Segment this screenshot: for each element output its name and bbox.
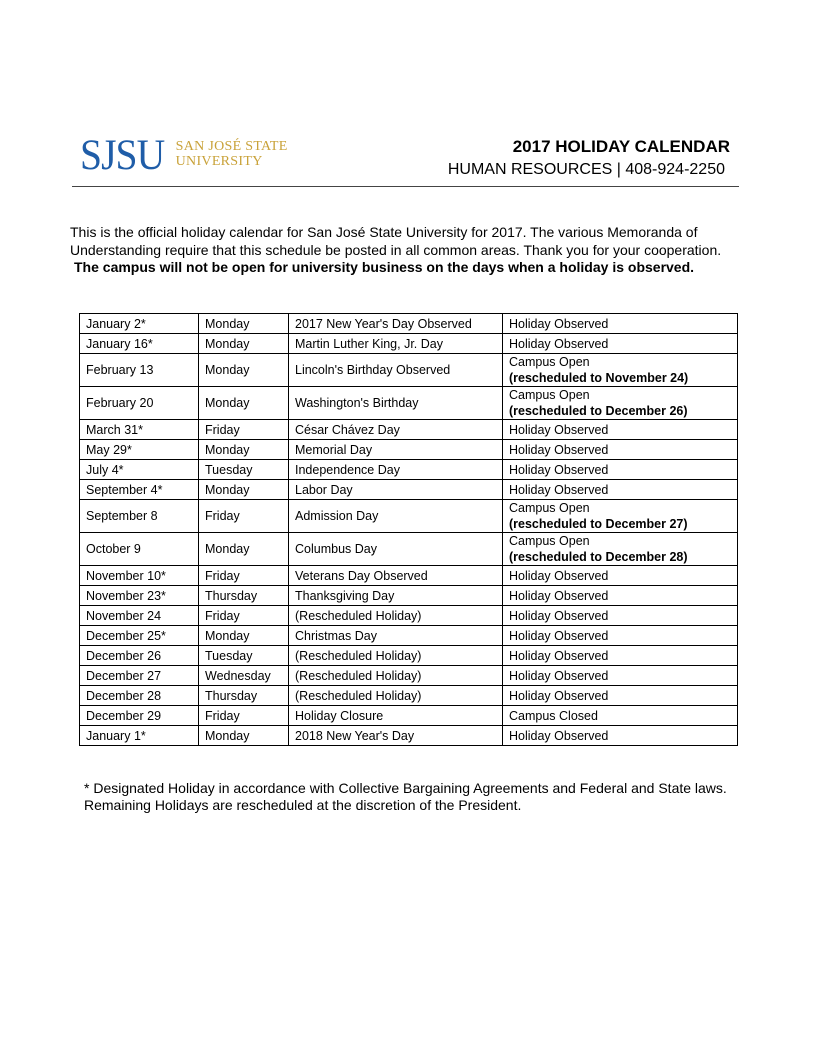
weekday-cell-text: Monday [205, 628, 250, 643]
intro-paragraph: This is the official holiday calendar for San José State University for 2017. The various Memoranda of Understanding require that this schedule be posted in all common areas. Thank you for your cooperation. [70, 224, 722, 258]
date-cell [80, 586, 199, 606]
reschedule-note: (rescheduled to December 26) [509, 404, 688, 418]
date-cell [80, 626, 199, 646]
weekday-cell [199, 666, 289, 686]
page-title: 2017 HOLIDAY CALENDAR [512, 137, 730, 156]
weekday-cell [199, 334, 289, 354]
date-cell-text: January 2* [86, 316, 146, 331]
status-cell-text: Holiday Observed [509, 648, 609, 663]
date-cell-text: May 29* [86, 442, 132, 457]
status-cell-text: Holiday Observed [509, 628, 609, 643]
table-row [80, 726, 738, 746]
date-cell [80, 480, 199, 500]
date-cell-text: July 4* [86, 462, 124, 477]
table-row [80, 314, 738, 334]
holiday-name-cell-text: Labor Day [295, 482, 353, 497]
weekday-cell [199, 314, 289, 334]
footnote: * Designated Holiday in accordance with Collective Bargaining Agreements and Federal and State laws. Remaining Holidays are rescheduled at the discretion of the President. [84, 780, 727, 813]
weekday-cell-text: Thursday [205, 588, 258, 603]
status-cell-text: Holiday Observed [509, 668, 609, 683]
status-cell-text: Holiday Observed [509, 728, 609, 743]
date-cell-text: January 16* [86, 336, 153, 351]
weekday-cell-text: Monday [205, 336, 250, 351]
holiday-name-cell [289, 626, 503, 646]
holiday-name-cell [289, 646, 503, 666]
date-cell [80, 354, 199, 387]
status-cell-text: Campus Open [509, 388, 590, 402]
date-cell [80, 420, 199, 440]
weekday-cell-text: Monday [205, 442, 250, 457]
header-divider [72, 186, 739, 187]
holiday-name-cell [289, 566, 503, 586]
weekday-cell-text: Monday [205, 542, 250, 556]
status-cell-text: Campus Open [509, 355, 590, 369]
status-cell-text: Holiday Observed [509, 336, 609, 351]
status-cell [503, 480, 738, 500]
holiday-name-cell-text: Veterans Day Observed [295, 568, 428, 583]
holiday-name-cell [289, 314, 503, 334]
status-cell-text: Holiday Observed [509, 316, 609, 331]
status-cell [503, 354, 738, 387]
holiday-name-cell-text: (Rescheduled Holiday) [295, 608, 422, 623]
table-row [80, 626, 738, 646]
weekday-cell [199, 460, 289, 480]
holiday-table [79, 313, 738, 746]
status-cell-text: Holiday Observed [509, 608, 609, 623]
holiday-name-cell-text: Columbus Day [295, 542, 377, 556]
status-cell-text: Holiday Observed [509, 442, 609, 457]
weekday-cell-text: Tuesday [205, 648, 253, 663]
logo-line-1: SAN JOSÉ STATE [175, 139, 288, 154]
weekday-cell [199, 500, 289, 533]
table-row [80, 420, 738, 440]
holiday-table-body [80, 314, 738, 746]
date-cell [80, 533, 199, 566]
holiday-name-cell [289, 500, 503, 533]
holiday-name-cell-text: 2018 New Year's Day [295, 728, 415, 743]
logo-wordmark [176, 139, 288, 169]
holiday-name-cell [289, 686, 503, 706]
weekday-cell-text: Monday [205, 482, 250, 497]
status-cell [503, 646, 738, 666]
status-cell [503, 606, 738, 626]
date-cell-text: November 23* [86, 588, 166, 603]
status-cell [503, 726, 738, 746]
weekday-cell [199, 420, 289, 440]
holiday-name-cell [289, 354, 503, 387]
status-cell-text: Holiday Observed [509, 422, 609, 437]
date-cell [80, 566, 199, 586]
weekday-cell-text: Friday [205, 509, 240, 523]
table-row [80, 440, 738, 460]
table-row [80, 480, 738, 500]
reschedule-note: (rescheduled to November 24) [509, 371, 689, 385]
weekday-cell-text: Friday [205, 608, 240, 623]
date-cell-text: November 24 [86, 608, 162, 623]
table-row [80, 706, 738, 726]
reschedule-note: (rescheduled to December 27) [509, 517, 688, 531]
table-row [80, 666, 738, 686]
status-cell-text: Holiday Observed [509, 482, 609, 497]
weekday-cell-text: Monday [205, 396, 250, 410]
weekday-cell [199, 354, 289, 387]
status-cell [503, 460, 738, 480]
weekday-cell [199, 606, 289, 626]
holiday-name-cell-text: (Rescheduled Holiday) [295, 668, 422, 683]
status-cell [503, 626, 738, 646]
table-row [80, 500, 738, 533]
holiday-name-cell [289, 334, 503, 354]
date-cell-text: January 1* [86, 728, 146, 743]
holiday-name-cell-text: Martin Luther King, Jr. Day [295, 336, 443, 351]
holiday-name-cell-text: Admission Day [295, 509, 379, 523]
holiday-name-cell-text: Independence Day [295, 462, 400, 477]
date-cell [80, 726, 199, 746]
date-cell-text: September 4* [86, 482, 163, 497]
holiday-name-cell-text: 2017 New Year's Day Observed [295, 316, 472, 331]
weekday-cell [199, 586, 289, 606]
date-cell [80, 460, 199, 480]
weekday-cell [199, 533, 289, 566]
holiday-name-cell-text: Memorial Day [295, 442, 373, 457]
holiday-name-cell-text: Thanksgiving Day [295, 588, 395, 603]
holiday-name-cell [289, 387, 503, 420]
logo-line-2: UNIVERSITY [175, 154, 263, 169]
date-cell-text: February 13 [86, 363, 154, 377]
status-cell [503, 666, 738, 686]
holiday-name-cell [289, 480, 503, 500]
date-cell [80, 440, 199, 460]
weekday-cell [199, 566, 289, 586]
date-cell [80, 500, 199, 533]
status-cell [503, 334, 738, 354]
date-cell-text: September 8 [86, 509, 158, 523]
date-cell [80, 686, 199, 706]
weekday-cell [199, 706, 289, 726]
date-cell [80, 646, 199, 666]
holiday-name-cell [289, 586, 503, 606]
status-cell [503, 314, 738, 334]
weekday-cell [199, 686, 289, 706]
holiday-name-cell [289, 666, 503, 686]
date-cell-text: December 26 [86, 648, 162, 663]
status-cell [503, 420, 738, 440]
holiday-name-cell [289, 420, 503, 440]
intro-bold-notice: The campus will not be open for university business on the days when a holiday is observed. [74, 259, 695, 275]
holiday-name-cell [289, 440, 503, 460]
status-cell-text: Campus Closed [509, 708, 598, 723]
holiday-name-cell-text: (Rescheduled Holiday) [295, 688, 422, 703]
reschedule-note: (rescheduled to December 28) [509, 550, 688, 564]
status-cell-text: Holiday Observed [509, 568, 609, 583]
table-row [80, 460, 738, 480]
date-cell-text: December 25* [86, 628, 166, 643]
date-cell-text: December 29 [86, 708, 162, 723]
date-cell-text: March 31* [86, 422, 143, 437]
status-cell [503, 500, 738, 533]
holiday-name-cell-text: Washington's Birthday [295, 396, 419, 410]
date-cell-text: October 9 [86, 542, 141, 556]
table-row [80, 686, 738, 706]
table-row [80, 354, 738, 387]
weekday-cell-text: Tuesday [205, 462, 253, 477]
weekday-cell [199, 387, 289, 420]
status-cell-text: Campus Open [509, 534, 590, 548]
holiday-name-cell [289, 726, 503, 746]
status-cell [503, 686, 738, 706]
status-cell [503, 586, 738, 606]
weekday-cell [199, 626, 289, 646]
holiday-name-cell-text: César Chávez Day [295, 422, 400, 437]
date-cell-text: December 28 [86, 688, 162, 703]
date-cell [80, 334, 199, 354]
status-cell [503, 387, 738, 420]
table-row [80, 586, 738, 606]
date-cell-text: December 27 [86, 668, 162, 683]
status-cell-text: Holiday Observed [509, 688, 609, 703]
weekday-cell [199, 726, 289, 746]
status-cell [503, 706, 738, 726]
date-cell-text: February 20 [86, 396, 154, 410]
page-subtitle: HUMAN RESOURCES | 408-924-2250 [447, 161, 725, 178]
table-row [80, 533, 738, 566]
table-row [80, 566, 738, 586]
weekday-cell-text: Thursday [205, 688, 258, 703]
table-row [80, 387, 738, 420]
holiday-name-cell [289, 460, 503, 480]
weekday-cell-text: Monday [205, 316, 250, 331]
date-cell [80, 666, 199, 686]
status-cell [503, 566, 738, 586]
status-cell [503, 533, 738, 566]
weekday-cell [199, 480, 289, 500]
status-cell-text: Campus Open [509, 501, 590, 515]
holiday-name-cell-text: Holiday Closure [295, 708, 384, 723]
weekday-cell-text: Friday [205, 568, 240, 583]
weekday-cell-text: Wednesday [205, 668, 271, 683]
sjsu-logo [80, 134, 288, 178]
holiday-name-cell [289, 606, 503, 626]
weekday-cell-text: Monday [205, 728, 250, 743]
holiday-name-cell [289, 706, 503, 726]
holiday-name-cell-text: (Rescheduled Holiday) [295, 648, 422, 663]
status-cell-text: Holiday Observed [509, 588, 609, 603]
weekday-cell [199, 646, 289, 666]
weekday-cell-text: Friday [205, 422, 240, 437]
weekday-cell [199, 440, 289, 460]
date-cell [80, 606, 199, 626]
weekday-cell-text: Friday [205, 708, 240, 723]
table-row [80, 334, 738, 354]
date-cell [80, 314, 199, 334]
logo-mark: SJSU [80, 132, 165, 179]
date-cell [80, 387, 199, 420]
holiday-name-cell-text: Lincoln's Birthday Observed [295, 363, 451, 377]
status-cell-text: Holiday Observed [509, 462, 609, 477]
holiday-name-cell [289, 533, 503, 566]
date-cell [80, 706, 199, 726]
weekday-cell-text: Monday [205, 363, 250, 377]
date-cell-text: November 10* [86, 568, 166, 583]
table-row [80, 646, 738, 666]
status-cell [503, 440, 738, 460]
table-row [80, 606, 738, 626]
holiday-name-cell-text: Christmas Day [295, 628, 377, 643]
